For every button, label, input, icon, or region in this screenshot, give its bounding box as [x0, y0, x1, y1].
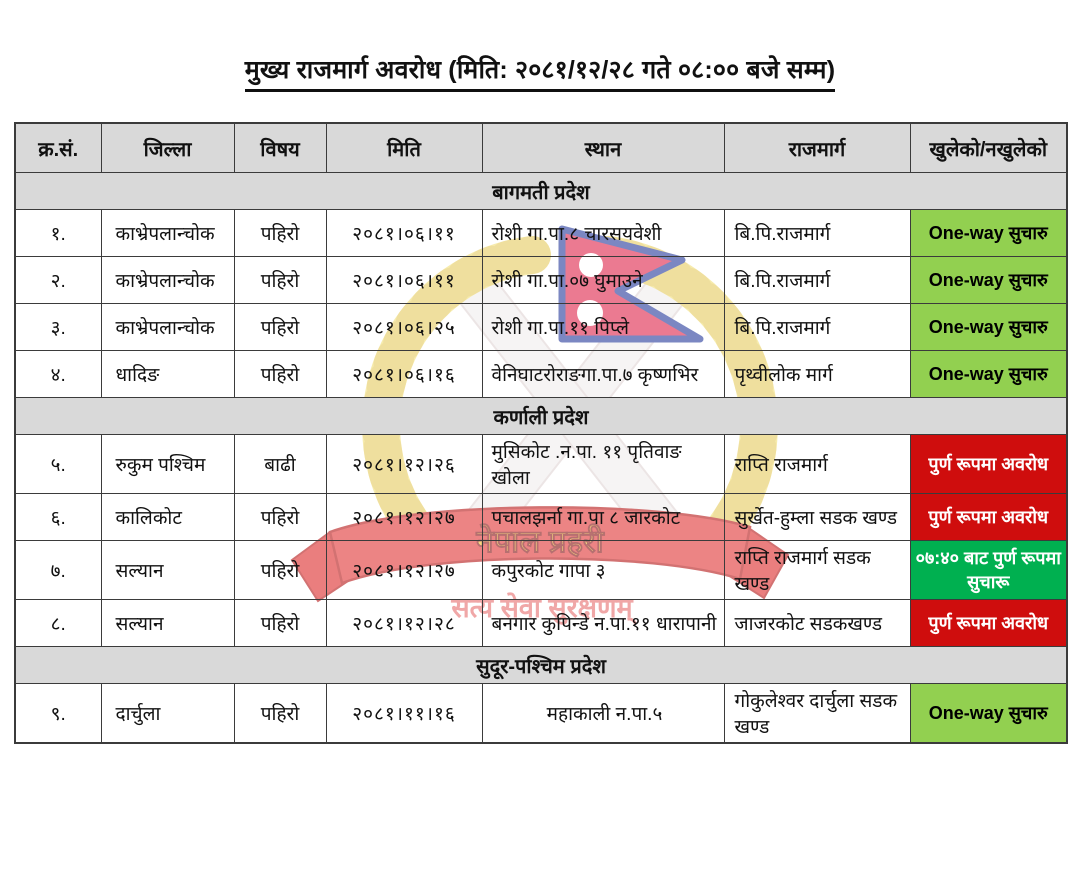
- cell-date: २०८१।१२।२६: [326, 435, 482, 494]
- cell-status: पुर्ण रूपमा अवरोध: [910, 600, 1067, 647]
- cell-district: काभ्रेपलान्चोक: [101, 210, 234, 257]
- cell-highway: राप्ति राजमार्ग: [724, 435, 910, 494]
- cell-sn: ६.: [15, 494, 101, 541]
- cell-date: २०८१।११।१६: [326, 684, 482, 744]
- table-row: [15, 541, 1067, 600]
- cell-highway: गोकुलेश्वर दार्चुला सडक खण्ड: [724, 684, 910, 744]
- table-row: [15, 600, 1067, 647]
- header-row: [15, 123, 1067, 173]
- cell-district: सल्यान: [101, 541, 234, 600]
- cell-place: मुसिकोट .न.पा. ११ पृतिवाङ खोला: [482, 435, 724, 494]
- cell-district: दार्चुला: [101, 684, 234, 744]
- cell-status: One-way सुचारु: [910, 210, 1067, 257]
- cell-date: २०८१।०६।१६: [326, 351, 482, 398]
- header-subject: विषय: [234, 123, 326, 173]
- header-place: स्थान: [482, 123, 724, 173]
- header-highway: राजमार्ग: [724, 123, 910, 173]
- header-serial-number: क्र.सं.: [15, 123, 101, 173]
- province-section-label: कर्णाली प्रदेश: [15, 398, 1067, 435]
- cell-subject: पहिरो: [234, 304, 326, 351]
- cell-sn: ५.: [15, 435, 101, 494]
- page-title: मुख्य राजमार्ग अवरोध (मिति: २०८१/१२/२८ गते ०८:०० बजे सम्म): [245, 52, 836, 92]
- highway-obstruction-table: [14, 122, 1068, 744]
- cell-subject: पहिरो: [234, 541, 326, 600]
- cell-subject: पहिरो: [234, 351, 326, 398]
- cell-highway: पृथ्वीलोक मार्ग: [724, 351, 910, 398]
- cell-highway: बि.पि.राजमार्ग: [724, 257, 910, 304]
- cell-date: २०८१।१२।२७: [326, 541, 482, 600]
- cell-date: २०८१।०६।२५: [326, 304, 482, 351]
- province-section-label: बागमती प्रदेश: [15, 173, 1067, 210]
- cell-subject: पहिरो: [234, 210, 326, 257]
- cell-subject: पहिरो: [234, 684, 326, 744]
- cell-place: रोशी गा.पा.०७ घुमाउने: [482, 257, 724, 304]
- cell-status: पुर्ण रूपमा अवरोध: [910, 435, 1067, 494]
- cell-sn: ८.: [15, 600, 101, 647]
- province-section-row: [15, 173, 1067, 210]
- cell-sn: १.: [15, 210, 101, 257]
- cell-place: कपुरकोट गापा ३: [482, 541, 724, 600]
- cell-district: काभ्रेपलान्चोक: [101, 304, 234, 351]
- cell-status: One-way सुचारु: [910, 304, 1067, 351]
- cell-date: २०८१।१२।२७: [326, 494, 482, 541]
- cell-sn: ९.: [15, 684, 101, 744]
- cell-subject: बाढी: [234, 435, 326, 494]
- cell-district: धादिङ: [101, 351, 234, 398]
- cell-highway: जाजरकोट सडकखण्ड: [724, 600, 910, 647]
- cell-status: ०७:४० बाट पुर्ण रूपमा सुचारू: [910, 541, 1067, 600]
- cell-place: महाकाली न.पा.५: [482, 684, 724, 744]
- cell-sn: ४.: [15, 351, 101, 398]
- header-open-status: खुलेको/नखुलेको: [910, 123, 1067, 173]
- table-row: [15, 351, 1067, 398]
- cell-place: बनगार कुपिन्डे न.पा.११ धारापानी: [482, 600, 724, 647]
- table-body: [15, 173, 1067, 744]
- table-row: [15, 304, 1067, 351]
- ribbon-band-text: नेपाल प्रहरी: [476, 524, 604, 559]
- cell-highway: राप्ति राजमार्ग सडक खण्ड: [724, 541, 910, 600]
- cell-district: रुकुम पश्चिम: [101, 435, 234, 494]
- table-row: [15, 684, 1067, 744]
- province-section-row: [15, 398, 1067, 435]
- cell-place: वेनिघाटरोराङगा.पा.७ कृष्णभिर: [482, 351, 724, 398]
- cell-highway: सुर्खेत-हुम्ला सडक खण्ड: [724, 494, 910, 541]
- highway-obstruction-table-wrap: [14, 122, 1066, 744]
- cell-district: काभ्रेपलान्चोक: [101, 257, 234, 304]
- cell-status: One-way सुचारु: [910, 257, 1067, 304]
- cell-status: पुर्ण रूपमा अवरोध: [910, 494, 1067, 541]
- cell-place: रोशी गा.पा.११ पिप्ले: [482, 304, 724, 351]
- province-section-label: सुदूर-पश्चिम प्रदेश: [15, 647, 1067, 684]
- table-row: [15, 257, 1067, 304]
- cell-sn: ३.: [15, 304, 101, 351]
- cell-date: २०८१।०६।११: [326, 210, 482, 257]
- table-row: [15, 435, 1067, 494]
- table-row: [15, 494, 1067, 541]
- cell-sn: २.: [15, 257, 101, 304]
- cell-district: सल्यान: [101, 600, 234, 647]
- cell-highway: बि.पि.राजमार्ग: [724, 210, 910, 257]
- cell-subject: पहिरो: [234, 600, 326, 647]
- cell-date: २०८१।०६।११: [326, 257, 482, 304]
- cell-place: पचालझर्ना गा.पा ८ जारकोट: [482, 494, 724, 541]
- cell-district: कालिकोट: [101, 494, 234, 541]
- title-row: [0, 52, 1080, 92]
- cell-sn: ७.: [15, 541, 101, 600]
- cell-date: २०८१।१२।२८: [326, 600, 482, 647]
- table-row: [15, 210, 1067, 257]
- header-district: जिल्ला: [101, 123, 234, 173]
- cell-subject: पहिरो: [234, 257, 326, 304]
- cell-status: One-way सुचारु: [910, 684, 1067, 744]
- cell-highway: बि.पि.राजमार्ग: [724, 304, 910, 351]
- cell-subject: पहिरो: [234, 494, 326, 541]
- cell-place: रोशी गा.पा.८ चारसयवेशी: [482, 210, 724, 257]
- province-section-row: [15, 647, 1067, 684]
- cell-status: One-way सुचारु: [910, 351, 1067, 398]
- header-date: मिति: [326, 123, 482, 173]
- ribbon-motto-text: सत्य सेवा सुरक्षणम्: [451, 593, 633, 623]
